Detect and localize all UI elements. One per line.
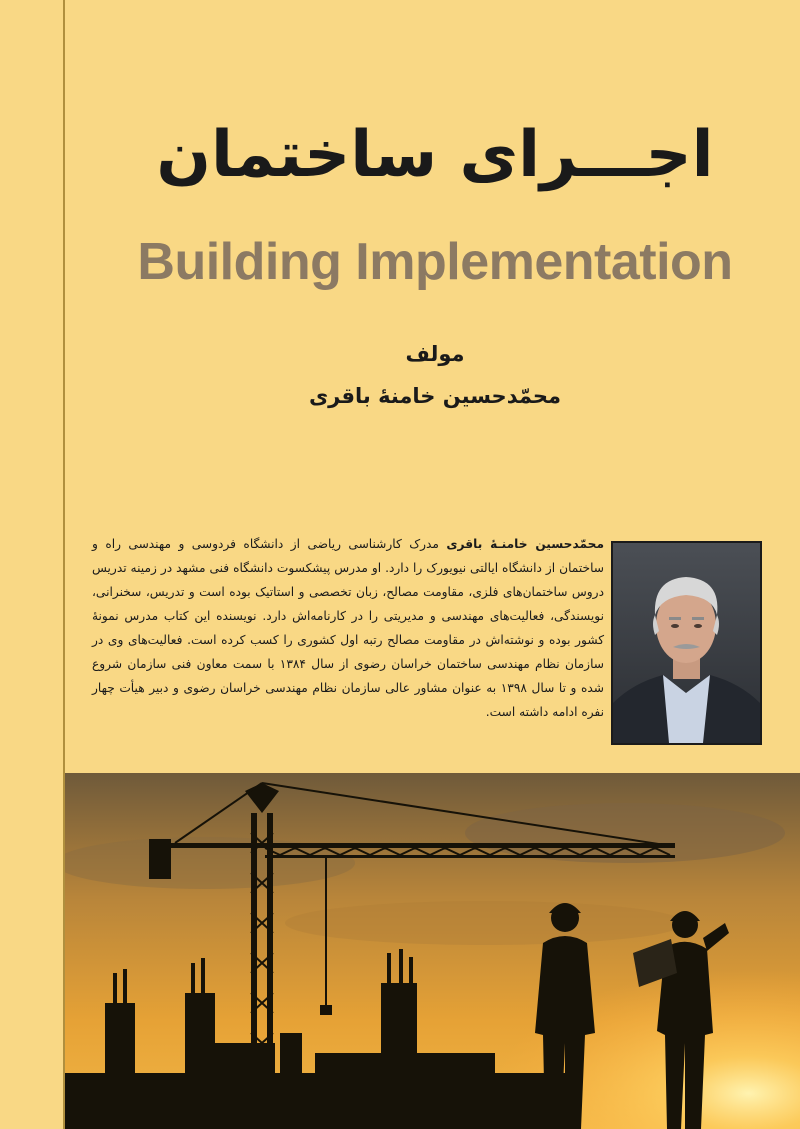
author-label: مولف — [405, 342, 465, 366]
author-name: محمّدحسین خامنهٔ باقری — [308, 384, 562, 408]
bio-name: محمّدحسین خامنـهٔ باقری — [446, 537, 604, 551]
title-persian: اجـــرای ساختمان — [156, 118, 714, 192]
author-photo — [611, 541, 762, 745]
author-bio — [92, 532, 604, 752]
construction-scene — [65, 773, 800, 1129]
title-english: Building Implementation — [137, 233, 733, 291]
construction-silhouette-icon — [65, 773, 800, 1129]
portrait-icon — [613, 543, 760, 743]
bio-text: مدرک کارشناسی ریاضی از دانشگاه فردوسی و مهندسی راه و ساختمان از دانشگاه ایالتی نیویورک را دارد. او مدرس پیشکسوت دانشگاه فنی مشهد در زمینه تدریس دروس ساختمان‌های فلزی، مقاومت مصالح، زبان تخصصی و استاتیک بوده است و تدریس، سخنرانی، نویسندگی، فعالیت‌های مهندسی و مدیریتی را در کارنامه‌اش دارد. نویسنده این کتاب مدرس نمونهٔ کشور بوده و نوشته‌اش در مقاومت مصالح رتبه اول کشوری را کسب کرده است. فعالیت‌های وی در سازمان نظام مهندسی ساختمان خراسان رضوی از سال ۱۳۸۴ با سمت معاون فنی سازمان شروع شده و تا سال ۱۳۹۸ به عنوان مشاور عالی سازمان نظام مهندسی خراسان رضوی و دبیر هیأت چهار نفره ادامه داشته است. — [92, 537, 604, 719]
